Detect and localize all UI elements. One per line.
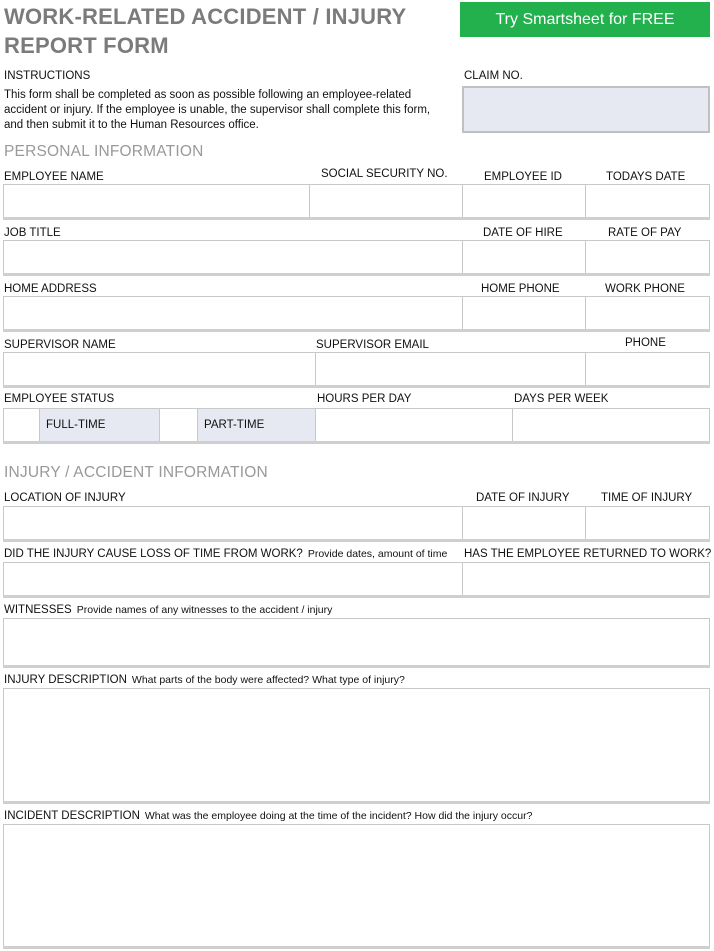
date-of-hire-field[interactable] (462, 240, 586, 274)
incident-description-field[interactable] (3, 824, 710, 948)
todays-date-field[interactable] (585, 184, 710, 218)
row-divider (3, 385, 710, 388)
claim-number-field[interactable] (462, 86, 710, 133)
home-phone-field[interactable] (462, 296, 586, 330)
time-of-injury-label: TIME OF INJURY (601, 492, 693, 504)
row-divider (3, 329, 710, 332)
full-time-checkbox[interactable] (3, 408, 40, 442)
witnesses-label: WITNESSES Provide names of any witnesses to the accident / injury (4, 604, 333, 616)
injury-description-hint: What parts of the body were affected? What type of injury? (131, 674, 405, 686)
row-divider (3, 595, 710, 598)
instructions-heading: INSTRUCTIONS (4, 70, 91, 82)
time-of-injury-field[interactable] (585, 506, 710, 540)
employee-name-field[interactable] (3, 184, 310, 218)
row-divider (3, 539, 710, 542)
injury-description-label: INJURY DESCRIPTION What parts of the body were affected? What type of injury? (4, 674, 405, 686)
employee-id-label: EMPLOYEE ID (484, 171, 562, 183)
loss-of-time-field[interactable] (3, 562, 463, 596)
supervisor-phone-field[interactable] (585, 352, 710, 386)
todays-date-label: TODAYS DATE (606, 171, 686, 183)
date-of-injury-field[interactable] (462, 506, 586, 540)
supervisor-email-field[interactable] (315, 352, 586, 386)
days-per-week-field[interactable] (512, 408, 710, 442)
employee-id-field[interactable] (462, 184, 586, 218)
supervisor-email-label: SUPERVISOR EMAIL (316, 339, 429, 351)
instructions-text: This form shall be completed as soon as possible following an employee-related accident or injury. If the employee is unable, the supervisor shall complete this form, and then submit it to the Human Resources office. (4, 89, 431, 131)
home-address-label: HOME ADDRESS (4, 283, 97, 295)
date-of-injury-label: DATE OF INJURY (476, 492, 570, 504)
location-of-injury-label: LOCATION OF INJURY (4, 492, 126, 504)
row-divider (3, 946, 710, 949)
rate-of-pay-field[interactable] (585, 240, 710, 274)
supervisor-name-field[interactable] (3, 352, 316, 386)
returned-to-work-label: HAS THE EMPLOYEE RETURNED TO WORK? (464, 548, 712, 560)
incident-description-label: INCIDENT DESCRIPTION What was the employee doing at the time of the incident? How did the injury occur? (4, 810, 533, 822)
loss-of-time-hint: Provide dates, amount of time (307, 548, 448, 560)
part-time-label: PART-TIME (197, 408, 316, 442)
witnesses-hint: Provide names of any witnesses to the accident / injury (76, 604, 333, 616)
date-of-hire-label: DATE OF HIRE (483, 227, 563, 239)
job-title-field[interactable] (3, 240, 463, 274)
work-phone-field[interactable] (585, 296, 710, 330)
ssn-label: SOCIAL SECURITY NO. (321, 168, 448, 180)
employee-name-label: EMPLOYEE NAME (4, 171, 104, 183)
row-divider (3, 217, 710, 220)
row-divider (3, 441, 710, 444)
personal-section-title: PERSONAL INFORMATION (4, 143, 204, 160)
rate-of-pay-label: RATE OF PAY (608, 227, 682, 239)
job-title-label: JOB TITLE (4, 227, 61, 239)
ssn-field[interactable] (309, 184, 463, 218)
claim-label: CLAIM NO. (464, 70, 523, 82)
employee-status-label: EMPLOYEE STATUS (4, 393, 115, 405)
supervisor-name-label: SUPERVISOR NAME (4, 339, 116, 351)
loss-of-time-label: DID THE INJURY CAUSE LOSS OF TIME FROM WORK? Provide dates, amount of time (4, 548, 448, 560)
home-address-field[interactable] (3, 296, 463, 330)
row-divider (3, 801, 710, 804)
row-divider (3, 273, 710, 276)
try-smartsheet-button[interactable]: Try Smartsheet for FREE (460, 2, 710, 37)
hours-per-day-label: HOURS PER DAY (317, 393, 412, 405)
witnesses-field[interactable] (3, 618, 710, 666)
injury-description-field[interactable] (3, 688, 710, 802)
row-divider (3, 665, 710, 668)
part-time-checkbox[interactable] (159, 408, 198, 442)
home-phone-label: HOME PHONE (481, 283, 560, 295)
work-phone-label: WORK PHONE (605, 283, 685, 295)
full-time-label: FULL-TIME (39, 408, 160, 442)
page-title: WORK-RELATED ACCIDENT / INJURY REPORT FORM (4, 4, 406, 58)
injury-section-title: INJURY / ACCIDENT INFORMATION (4, 464, 268, 481)
hours-per-day-field[interactable] (315, 408, 513, 442)
location-of-injury-field[interactable] (3, 506, 463, 540)
returned-to-work-field[interactable] (462, 562, 710, 596)
phone-label: PHONE (625, 337, 666, 349)
days-per-week-label: DAYS PER WEEK (514, 393, 609, 405)
incident-description-hint: What was the employee doing at the time of the incident? How did the injury occur? (144, 810, 533, 822)
